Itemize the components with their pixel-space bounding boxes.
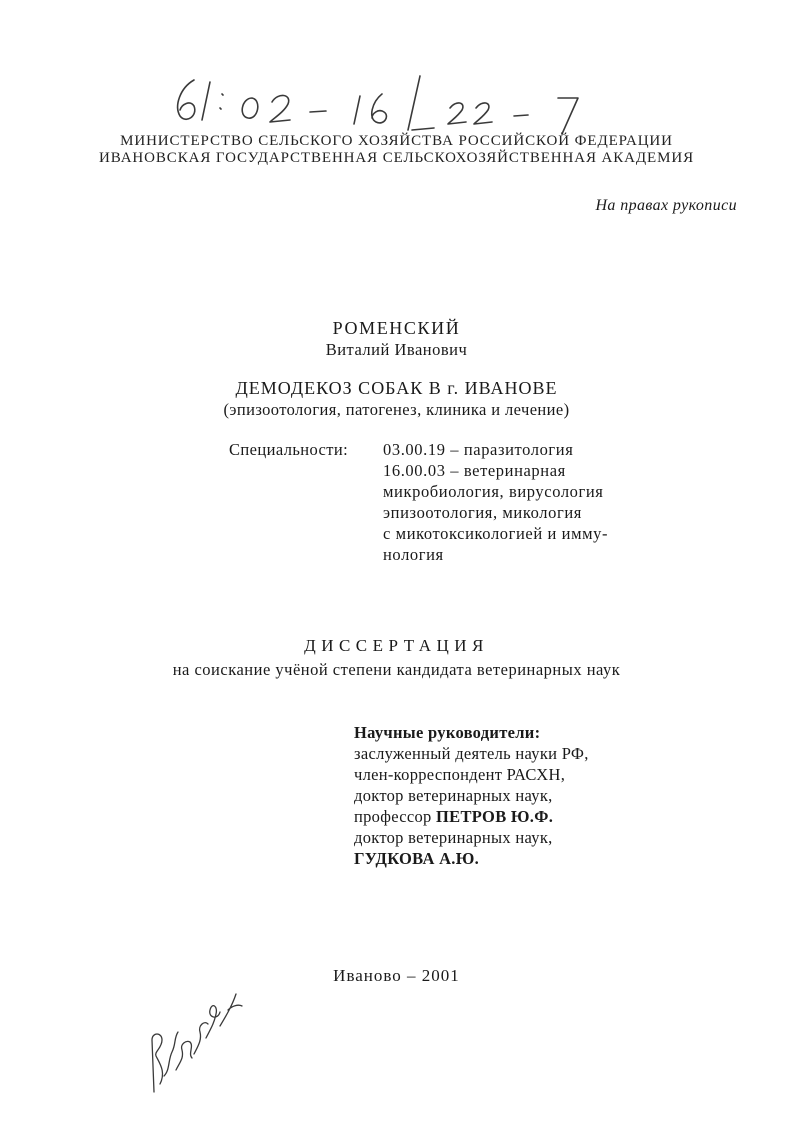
dissertation-title: ДЕМОДЕКОЗ СОБАК В г. ИВАНОВЕ: [235, 378, 558, 398]
ministry-name: МИНИСТЕРСТВО СЕЛЬСКОГО ХОЗЯЙСТВА РОССИЙСКОЙ ФЕДЕРАЦИИ: [120, 133, 673, 149]
specialty-line: 16.00.03 – ветеринарная: [383, 461, 566, 480]
specialty-line: эпизоотология, микология: [383, 503, 582, 522]
handwritten-signature: [140, 980, 250, 1100]
specialties-label: Специальности:: [229, 440, 349, 459]
specialty-line: микробиология, вирусология: [383, 482, 604, 501]
specialty-line: с микотоксикологией и имму-: [383, 524, 609, 543]
specialty-line: 03.00.19 – паразитология: [383, 440, 574, 459]
supervisor-line: доктор ветеринарных наук,: [354, 786, 553, 805]
specialty-line: нология: [383, 545, 444, 564]
supervisors-heading: Научные руководители:: [354, 723, 541, 742]
supervisor-line: заслуженный деятель науки РФ,: [354, 744, 589, 763]
supervisor-title: профессор: [354, 807, 437, 826]
degree-statement: на соискание учёной степени кандидата ветеринарных наук: [172, 660, 621, 679]
manuscript-rights-note: На правах рукописи: [595, 197, 737, 214]
dissertation-word: ДИССЕРТАЦИЯ: [304, 636, 489, 655]
author-name: Виталий Иванович: [325, 340, 468, 359]
academy-name: ИВАНОВСКАЯ ГОСУДАРСТВЕННАЯ СЕЛЬСКОХОЗЯЙСТВЕННАЯ АКАДЕМИЯ: [99, 150, 694, 166]
author-surname: РОМЕНСКИЙ: [332, 318, 461, 338]
supervisor-name-gudkova: ГУДКОВА А.Ю.: [354, 849, 480, 868]
supervisor-line: доктор ветеринарных наук,: [354, 828, 553, 847]
supervisor-line: член-корреспондент РАСХН,: [354, 765, 566, 784]
dissertation-subtitle: (эпизоотология, патогенез, клиника и лечение): [223, 400, 570, 419]
supervisor-name-petrov: ПЕТРОВ Ю.Ф.: [436, 807, 554, 826]
city-year: Иваново – 2001: [333, 966, 460, 985]
handwritten-registry-number: [150, 58, 620, 138]
supervisor-line: [354, 807, 553, 827]
